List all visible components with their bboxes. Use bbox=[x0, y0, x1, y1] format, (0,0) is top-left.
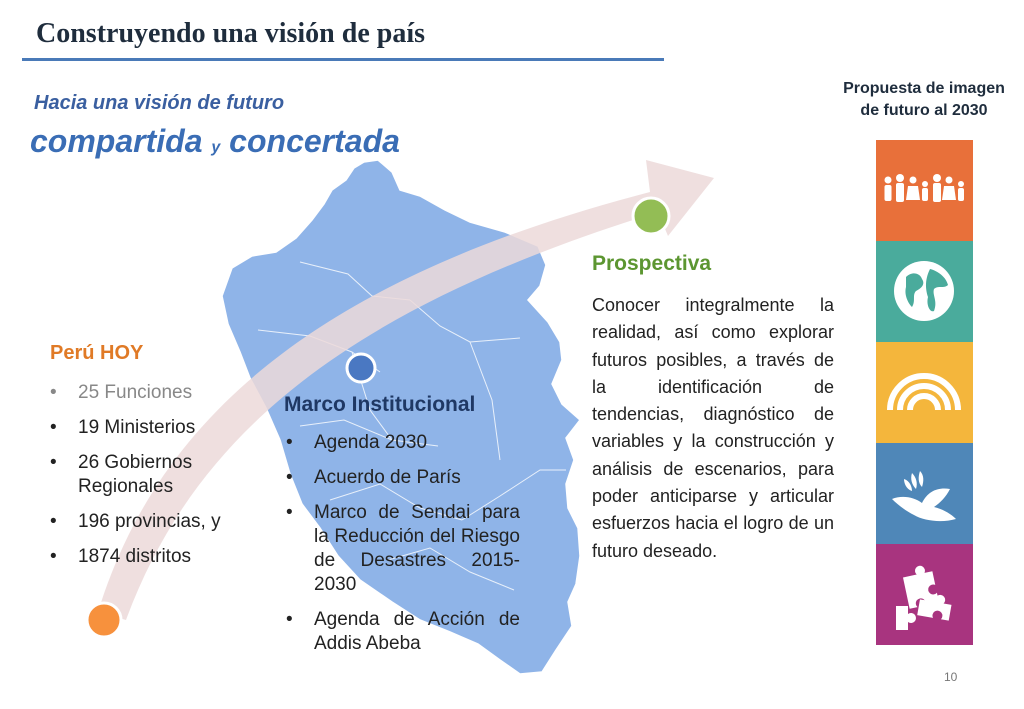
globe-icon bbox=[876, 241, 973, 342]
prospectiva-heading: Prospectiva bbox=[592, 252, 712, 275]
list-item: • 25 Funciones bbox=[48, 381, 258, 405]
page-number: 10 bbox=[944, 670, 958, 684]
peru-hoy-list bbox=[48, 381, 258, 580]
vision-icon-strip bbox=[876, 140, 973, 643]
puzzle-icon bbox=[876, 544, 973, 645]
start-dot bbox=[87, 603, 121, 637]
subtitle-line-2 bbox=[30, 123, 400, 160]
list-item: • 1874 distritos bbox=[48, 545, 258, 569]
list-item: • Agenda de Acción de Addis Abeba bbox=[284, 608, 520, 656]
subtitle-connector: y bbox=[211, 139, 221, 156]
dove-icon bbox=[876, 443, 973, 544]
prospectiva-description: Conocer integralmente la realidad, así como explorar futuros posibles, a través de la identificación de tendencias, diagnóstico de variables y la construcción y análisis de escenarios, para poder anticiparse y articular esfuerzos hacia el logro de un futuro deseado. bbox=[592, 295, 834, 561]
people-icon bbox=[876, 140, 973, 241]
rainbow-icon bbox=[876, 342, 973, 443]
marco-institucional-heading: Marco Institucional bbox=[284, 393, 476, 416]
slide-title: Construyendo una visión de país bbox=[36, 18, 426, 49]
peru-hoy-heading: Perú HOY bbox=[50, 342, 144, 364]
list-item: • 196 provincias, y bbox=[48, 510, 258, 534]
subtitle-word-1: compartida bbox=[30, 123, 203, 159]
proposal-line-1: Propuesta de imagen bbox=[843, 80, 1005, 97]
list-item: • 26 Gobiernos Regionales bbox=[48, 451, 258, 499]
list-item: • 19 Ministerios bbox=[48, 416, 258, 440]
list-item: • Acuerdo de París bbox=[284, 466, 520, 490]
list-item: • Marco de Sendai para la Reducción del Riesgo de Desastres 2015-2030 bbox=[284, 501, 520, 597]
proposal-line-2: de futuro al 2030 bbox=[860, 102, 988, 119]
list-item: • Agenda 2030 bbox=[284, 431, 520, 455]
subtitle-line-1: Hacia una visión de futuro bbox=[34, 92, 285, 114]
marco-institucional-list bbox=[284, 431, 520, 667]
end-dot bbox=[633, 198, 669, 234]
middle-dot bbox=[347, 354, 375, 382]
subtitle-word-2: concertada bbox=[229, 123, 400, 159]
